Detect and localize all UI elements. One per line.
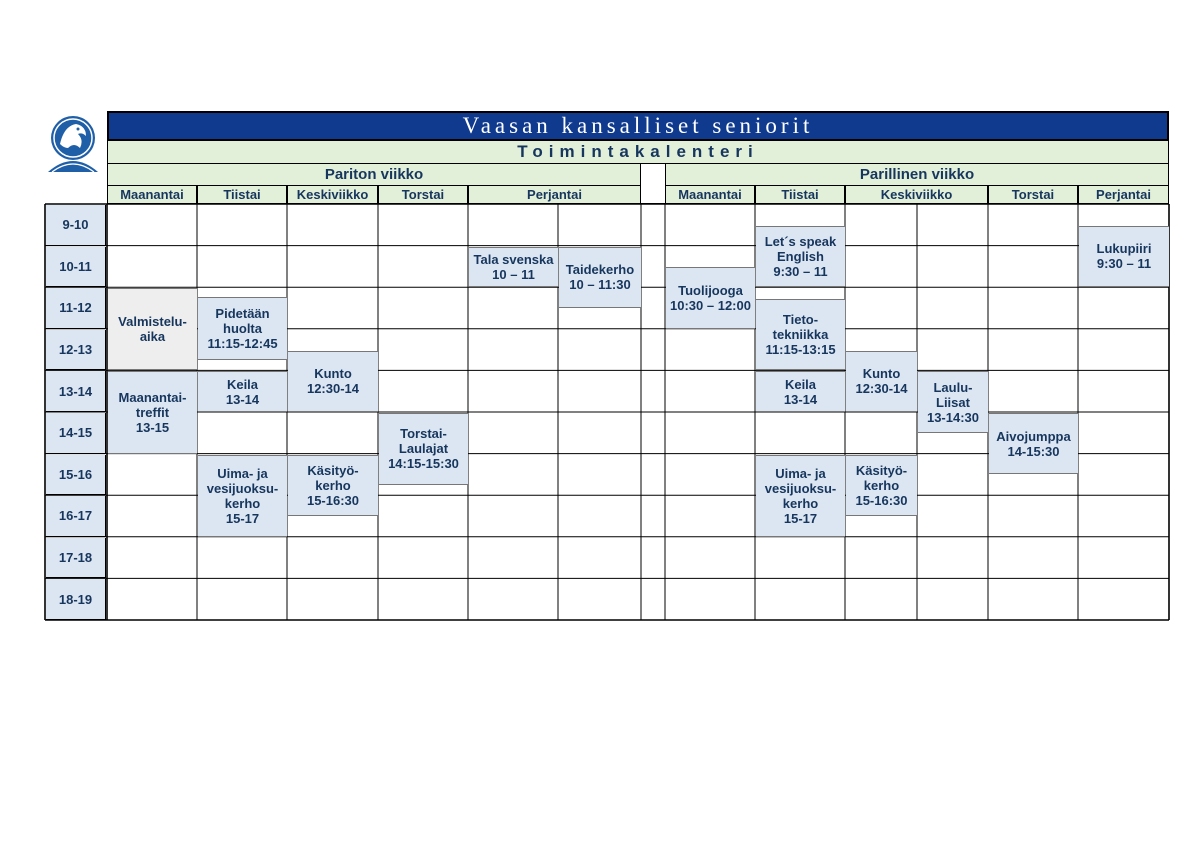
event-block[interactable] [756, 455, 845, 537]
event-label: Kunto 12:30-14 [306, 366, 360, 397]
event-label: Maanantai- treffit 13-15 [118, 389, 187, 435]
event-label: Tuolijooga 10:30 – 12:00 [670, 283, 751, 314]
event-label: Kunto 12:30-14 [855, 366, 908, 397]
event-block[interactable] [108, 288, 197, 370]
event-label: Käsityö-kerho 15-16:30 [306, 462, 360, 508]
event-label: Uima- ja vesijuoksu- kerho 15-17 [206, 465, 279, 526]
day-header-odd-perjantai: Perjantai [468, 186, 641, 204]
event-label: Aivojumppa 14-15:30 [996, 428, 1071, 459]
event-block[interactable] [989, 413, 1078, 474]
event-label: Taidekerho 10 – 11:30 [565, 262, 635, 293]
event-label: Tieto- tekniikka 11:15-13:15 [765, 311, 836, 357]
page-title: Vaasan kansalliset seniorit [107, 111, 1169, 141]
time-slot-label: 13-14 [46, 371, 106, 412]
time-slot-label: 14-15 [46, 413, 106, 454]
day-header-even-torstai: Torstai [988, 186, 1078, 204]
event-block[interactable] [108, 371, 197, 453]
event-block[interactable] [198, 297, 287, 360]
event-label: Tala svenska 10 – 11 [473, 251, 554, 282]
time-slot-label: 12-13 [46, 330, 106, 371]
day-header-odd-keskiviikko: Keskiviikko [287, 186, 378, 204]
time-slot-label: 11-12 [46, 288, 106, 329]
day-header-even-keskiviikko: Keskiviikko [845, 186, 988, 204]
time-slot-label: 17-18 [46, 538, 106, 579]
day-header-even-maanantai: Maanantai [665, 186, 755, 204]
event-block[interactable] [288, 455, 378, 516]
day-header-even-tiistai: Tiistai [755, 186, 845, 204]
event-block[interactable] [666, 267, 755, 328]
event-block[interactable] [918, 371, 988, 432]
time-slot-label: 9-10 [46, 205, 106, 246]
event-block[interactable] [846, 455, 917, 516]
event-block[interactable] [379, 413, 468, 485]
event-label: Let´s speak English 9:30 – 11 [764, 233, 837, 279]
event-block[interactable] [559, 247, 641, 308]
event-label: Torstai- Laulajat 14:15-15:30 [388, 426, 459, 472]
day-header-even-perjantai: Perjantai [1078, 186, 1169, 204]
event-block[interactable] [288, 351, 378, 412]
event-label: Pidetään huolta 11:15-12:45 [207, 305, 278, 351]
day-header-odd-torstai: Torstai [378, 186, 468, 204]
event-label: Lukupiiri 9:30 – 11 [1096, 241, 1152, 272]
event-label: Keila 13-14 [225, 376, 260, 407]
event-label: Laulu- Liisat 13-14:30 [926, 379, 980, 425]
time-slot-label: 10-11 [46, 247, 106, 288]
event-block[interactable] [756, 226, 845, 287]
day-header-odd-tiistai: Tiistai [197, 186, 287, 204]
event-block[interactable] [198, 455, 287, 537]
event-label: Käsityö- kerho 15-16:30 [855, 462, 908, 508]
week-header-even: Parillinen viikko [665, 164, 1169, 186]
event-block[interactable] [469, 247, 558, 288]
time-slot-label: 18-19 [46, 579, 106, 620]
event-block[interactable] [1079, 226, 1169, 287]
event-label: Uima- ja vesijuoksu- kerho 15-17 [764, 465, 837, 526]
day-header-odd-maanantai: Maanantai [107, 186, 197, 204]
event-block[interactable] [846, 351, 917, 412]
event-block[interactable] [756, 299, 845, 371]
event-label: Valmistelu- aika [118, 314, 187, 345]
event-block[interactable] [756, 371, 845, 412]
time-slot-label: 16-17 [46, 496, 106, 537]
time-slot-label: 15-16 [46, 455, 106, 496]
event-label: Keila 13-14 [783, 376, 818, 407]
week-header-odd: Pariton viikko [107, 164, 641, 186]
event-block[interactable] [198, 371, 287, 412]
page-subtitle: Toimintakalenteri [107, 141, 1169, 164]
